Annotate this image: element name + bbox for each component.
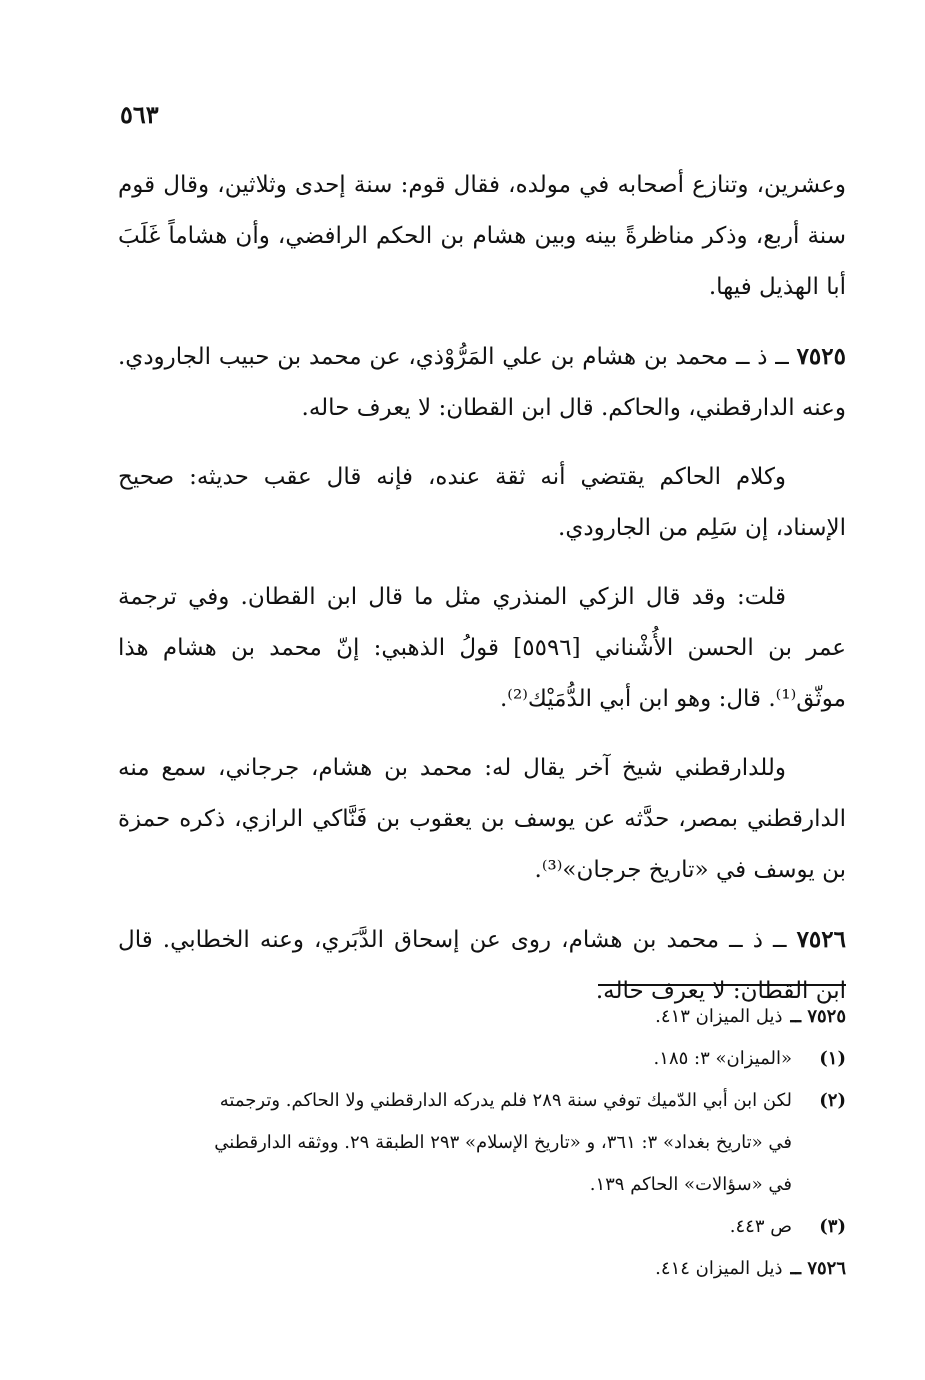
footnote-text bbox=[118, 1080, 792, 1206]
footnote-line: لكن ابن أبي الدّميك توفي سنة ٢٨٩ فلم يدركه الدارقطني ولا الحاكم. وترجمته bbox=[219, 1090, 792, 1111]
paragraph-continuation bbox=[118, 160, 846, 313]
footnote-line: «الميزان» ٣: ١٨٥. bbox=[653, 1048, 792, 1069]
footnote-text bbox=[118, 1248, 783, 1290]
footnote-divider bbox=[598, 984, 846, 986]
footnote-label: (١) bbox=[819, 1048, 846, 1069]
footnote-line: ذيل الميزان ٤١٤. bbox=[655, 1258, 783, 1279]
paragraph-text: وللدارقطني شيخ آخر يقال له: محمد بن هشام، جرجاني، سمع منه الدارقطني بمصر، حدَّثه عن يوسف بن يعقوب بن فَنَّاكي الرازي، ذكره حمزة بن يوسف في «تاريخ جرجان»⁽³⁾. bbox=[118, 755, 846, 883]
footnote-line: ذيل الميزان ٤١٣. bbox=[655, 1006, 783, 1027]
footnote-label: (٢) bbox=[819, 1090, 846, 1111]
entry-7525 bbox=[118, 331, 846, 434]
entry-text: ــ ذ ــ محمد بن هشام، روى عن إسحاق الدَّبَري، وعنه الخطابي. قال ابن القطان: لا يعرف حاله. bbox=[118, 927, 846, 1004]
paragraph-text: وعشرين، وتنازع أصحابه في مولده، فقال قوم: سنة إحدى وثلاثين، وقال قوم سنة أربع، وذكر مناظرةً بينه وبين هشام بن الحكم الرافضي، وأن هشاماً غَلَبَ أبا الهذيل فيها. bbox=[118, 172, 846, 300]
footnote-label: ٧٥٢٥ ــ bbox=[790, 1006, 846, 1027]
paragraph-note bbox=[118, 572, 846, 725]
entry-number: ٧٥٢٥ bbox=[796, 343, 846, 370]
paragraph-commentary bbox=[118, 452, 846, 554]
footnote-item bbox=[118, 1080, 846, 1206]
entry-number: ٧٥٢٦ bbox=[796, 926, 846, 953]
footnote-text bbox=[118, 1038, 792, 1080]
footnote-item bbox=[118, 1248, 846, 1290]
page-number: ٥٦٣ bbox=[120, 100, 159, 129]
footnote-item bbox=[118, 996, 846, 1038]
main-text bbox=[118, 160, 846, 1035]
footnote-item bbox=[118, 1206, 846, 1248]
footnote-line: ص ٤٤٣. bbox=[729, 1216, 792, 1237]
footnote-text bbox=[118, 1206, 792, 1248]
footnote-label: ٧٥٢٦ ــ bbox=[790, 1258, 846, 1279]
paragraph-text: وكلام الحاكم يقتضي أنه ثقة عنده، فإنه قال عقب حديثه: صحيح الإسناد، إن سَلِم من الجارودي. bbox=[118, 464, 846, 541]
paragraph-text: قلت: وقد قال الزكي المنذري مثل ما قال ابن القطان. وفي ترجمة عمر بن الحسن الأُشْناني [٥٥٩٦] قولُ الذهبي: إنّ محمد بن هشام هذا موثّق⁽¹⁾. قال: وهو ابن أبي الدُّمَيْك⁽²⁾. bbox=[118, 584, 846, 712]
footnote-line: في «سؤالات» الحاكم ١٣٩. bbox=[589, 1174, 792, 1195]
footnote-label: (٣) bbox=[819, 1216, 846, 1237]
footnote-text bbox=[118, 996, 783, 1038]
paragraph-other-sheikh bbox=[118, 743, 846, 896]
footnote-line: في «تاريخ بغداد» ٣: ٣٦١، و «تاريخ الإسلام» ٢٩٣ الطبقة ٢٩. ووثقه الدارقطني bbox=[214, 1132, 792, 1153]
entry-text: ــ ذ ــ محمد بن هشام بن علي المَرُّوْذي، عن محمد بن حبيب الجارودي. وعنه الدارقطني، والحاكم. قال ابن القطان: لا يعرف حاله. bbox=[118, 344, 846, 421]
footnote-item bbox=[118, 1038, 846, 1080]
footnotes bbox=[118, 996, 846, 1290]
